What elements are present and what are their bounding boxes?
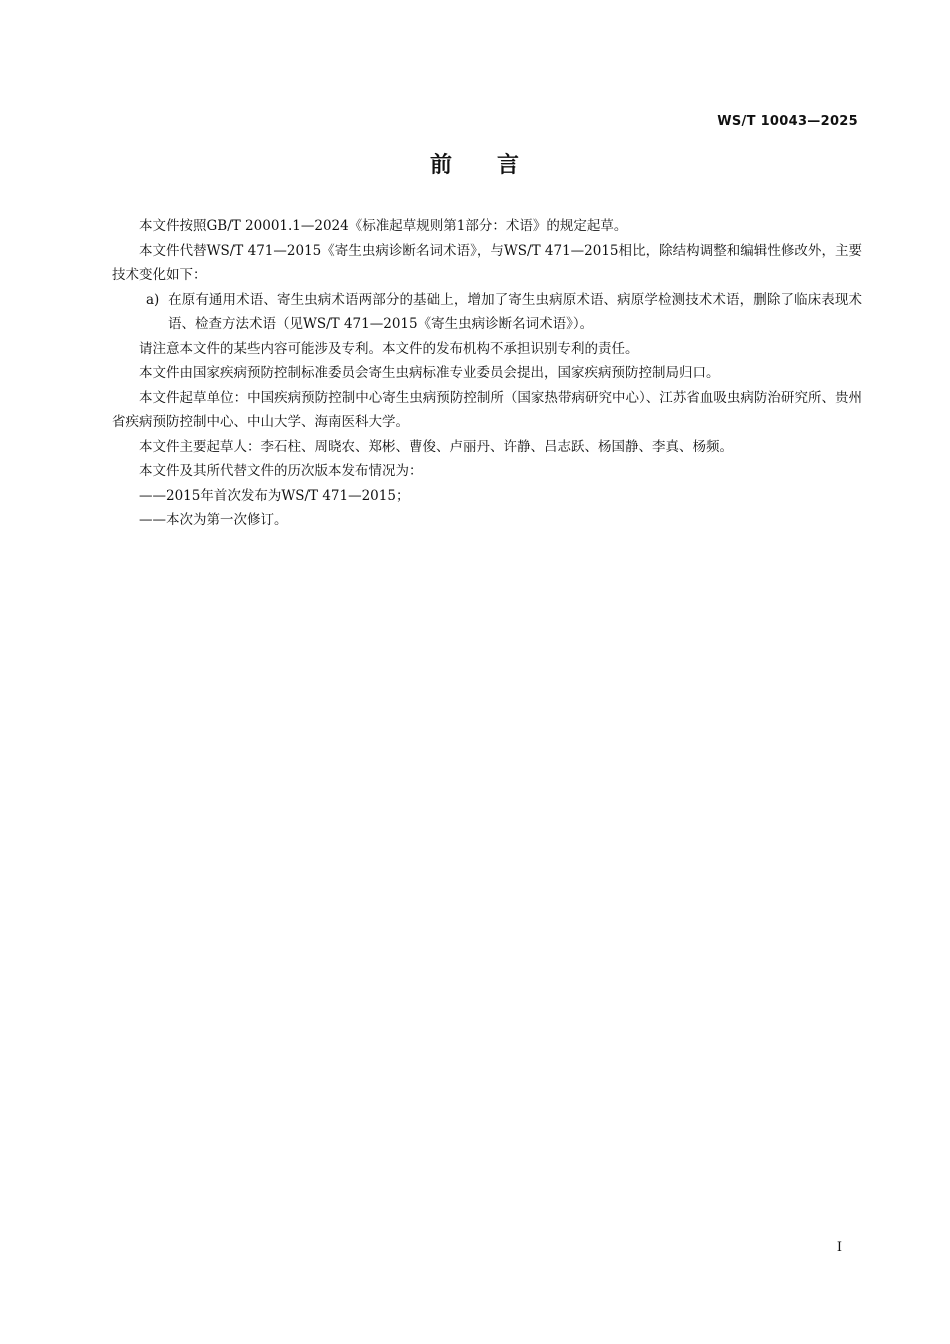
standard-code: WS/T 10043—2025 bbox=[717, 114, 858, 129]
list-item-change-a bbox=[112, 288, 862, 337]
page-title bbox=[0, 148, 950, 179]
paragraph-drafting-units: 本文件起草单位：中国疾病预防控制中心寄生虫病预防控制所（国家热带病研究中心）、江苏省血吸虫病防治研究所、贵州省疾病预防控制中心、中山大学、海南医科大学。 bbox=[112, 389, 862, 430]
paragraph-drafting-rules: 本文件按照GB/T 20001.1—2024《标准起草规则第1部分：术语》的规定起草。 bbox=[139, 218, 628, 234]
paragraph-replacement: 本文件代替WS/T 471—2015《寄生虫病诊断名词术语》，与WS/T 471—2015相比，除结构调整和编辑性修改外，主要技术变化如下： bbox=[112, 242, 862, 283]
paragraph-history-current: ——本次为第一次修订。 bbox=[139, 512, 288, 528]
paragraph-patent-notice: 请注意本文件的某些内容可能涉及专利。本文件的发布机构不承担识别专利的责任。 bbox=[139, 340, 639, 357]
paragraph-proposer: 本文件由国家疾病预防控制标准委员会寄生虫病标准专业委员会提出，国家疾病预防控制局归口。 bbox=[139, 365, 720, 381]
paragraph-history-2015: ——2015年首次发布为WS/T 471—2015； bbox=[139, 487, 410, 504]
paragraph-drafters: 本文件主要起草人：李石柱、周晓农、郑彬、曹俊、卢丽丹、许静、吕志跃、杨国静、李真、杨频。 bbox=[139, 438, 733, 455]
list-marker: a) bbox=[146, 291, 160, 308]
foreword-body bbox=[112, 214, 862, 533]
title-part-1: 前 bbox=[429, 153, 453, 178]
list-item-text: 在原有通用术语、寄生虫病术语两部分的基础上，增加了寄生虫病原术语、病原学检测技术术语，删除了临床表现术语、检查方法术语（见WS/T 471—2015《寄生虫病诊断名词术语》）。 bbox=[168, 291, 862, 332]
page-number: I bbox=[836, 1240, 842, 1255]
title-part-2: 言 bbox=[497, 153, 521, 178]
paragraph-history-intro: 本文件及其所代替文件的历次版本发布情况为： bbox=[139, 463, 423, 479]
